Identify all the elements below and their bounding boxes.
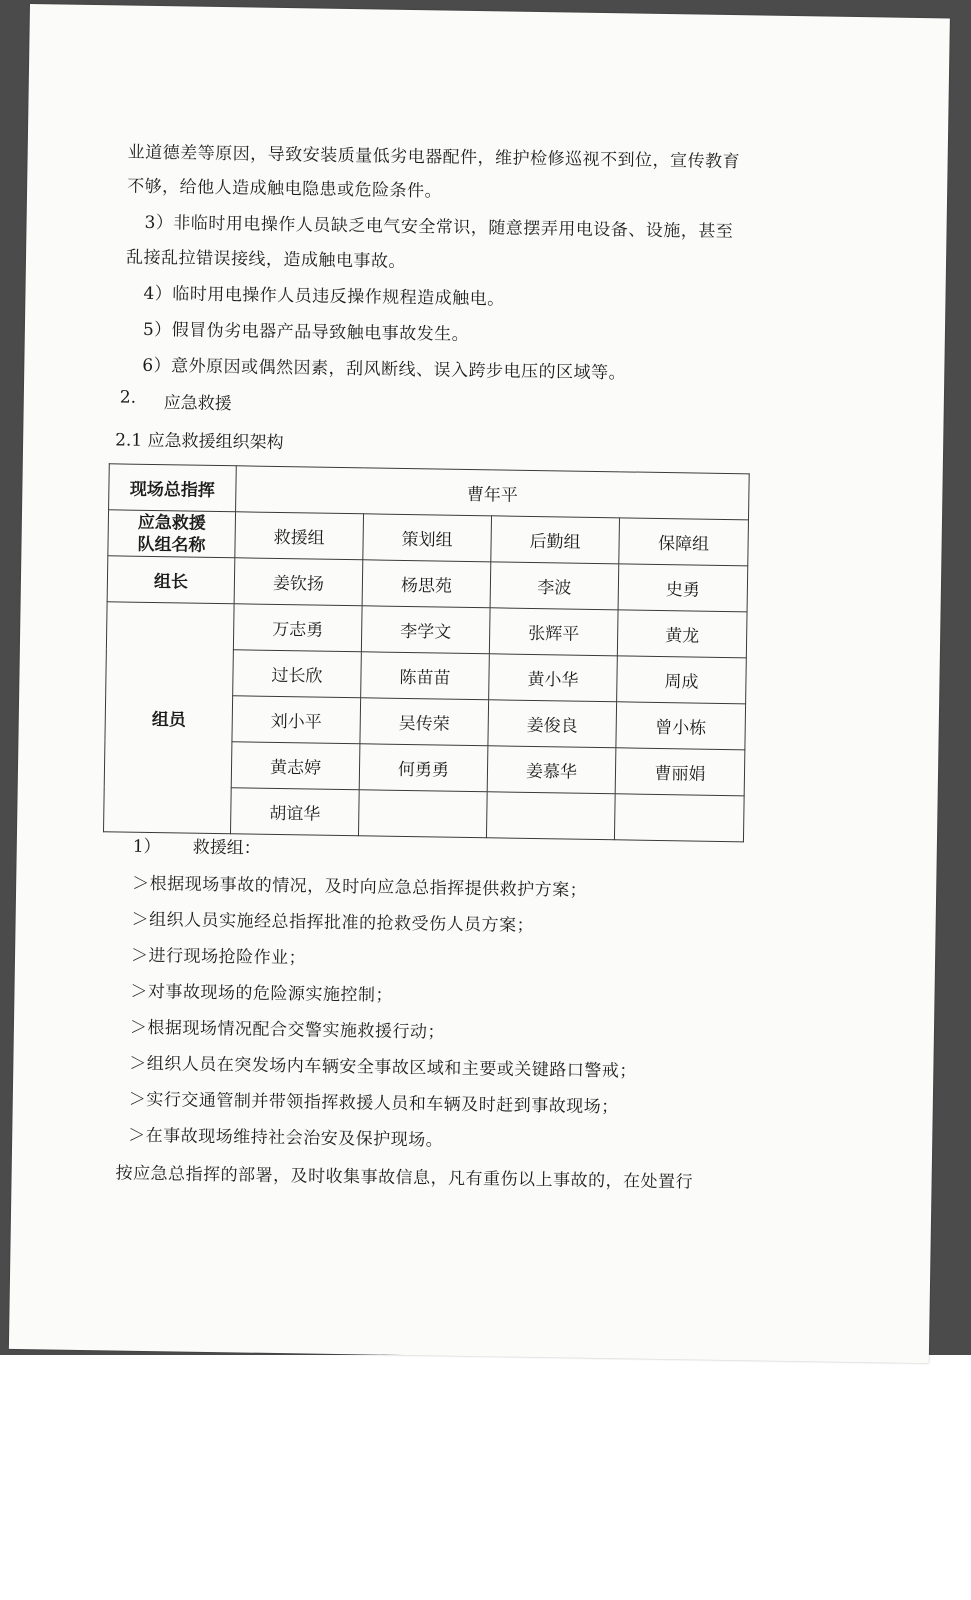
list-item: ＞组织人员在突发场内车辆安全事故区域和主要或关键路口警戒； <box>129 1053 637 1082</box>
document-page <box>9 4 950 1363</box>
team-name: 策划组 <box>363 514 492 562</box>
commander-label: 现场总指挥 <box>109 464 237 512</box>
member-name: 万志勇 <box>233 604 362 652</box>
member-name: 曹丽娟 <box>615 748 745 796</box>
team-name-label-line: 队组名称 <box>137 534 206 556</box>
member-name: 过长欣 <box>233 650 362 698</box>
member-name <box>358 790 487 838</box>
section-title: 应急救援 <box>163 393 232 415</box>
member-name: 胡谊华 <box>230 788 359 836</box>
team-name: 保障组 <box>619 518 749 566</box>
member-name: 姜慕华 <box>487 746 616 794</box>
team-name: 后勤组 <box>491 516 620 564</box>
rescue-group-number: 1） <box>132 836 161 858</box>
list-item: ＞进行现场抢险作业； <box>130 945 307 969</box>
list-item: ＞实行交通管制并带领指挥救援人员和车辆及时赶到事故现场； <box>128 1089 619 1118</box>
team-name: 救援组 <box>235 512 364 560</box>
leader-name: 李波 <box>490 562 619 610</box>
section-number: 2. <box>119 387 137 408</box>
member-name: 陈苗苗 <box>361 652 490 700</box>
member-name: 周成 <box>617 656 747 704</box>
rescue-group-title: 救援组： <box>192 837 261 859</box>
member-name: 刘小平 <box>232 696 361 744</box>
leader-label: 组长 <box>107 556 235 604</box>
paragraph-line: 业道德差等原因，导致安装质量低劣电器配件，维护检修巡视不到位，宣传教育 <box>127 142 741 173</box>
list-item: ＞对事故现场的危险源实施控制； <box>130 981 394 1006</box>
members-label: 组员 <box>104 602 235 834</box>
leader-name: 杨思苑 <box>362 560 491 608</box>
member-name: 曾小栋 <box>616 702 746 750</box>
member-name: 黄志婷 <box>231 742 360 790</box>
paragraph-line: 3）非临时用电操作人员缺乏电气安全常识，随意摆弄用电设备、设施，甚至 <box>144 212 734 243</box>
list-item: ＞根据现场事故的情况，及时向应急总指挥提供救护方案； <box>132 873 588 901</box>
member-name <box>614 794 744 842</box>
member-name: 黄小华 <box>489 654 618 702</box>
subsection-title: 2.1 应急救援组织架构 <box>114 430 284 454</box>
list-item: ＞根据现场情况配合交警实施救援行动； <box>129 1017 446 1043</box>
member-name: 吴传荣 <box>360 698 489 746</box>
list-item: ＞在事故现场维持社会治安及保护现场。 <box>128 1125 444 1151</box>
paragraph-line: 5）假冒伪劣电器产品导致触电事故发生。 <box>142 319 470 345</box>
member-name: 李学文 <box>361 606 490 654</box>
member-name: 张辉平 <box>489 608 618 656</box>
list-item: ＞组织人员实施经总指挥批准的抢救受伤人员方案； <box>131 909 535 937</box>
commander-name: 曹年平 <box>236 466 750 520</box>
paragraph-line: 按应急总指挥的部署，及时收集事故信息，凡有重伤以上事故的，在处置行 <box>115 1163 694 1193</box>
paragraph-line: 乱接乱拉错误接线，造成触电事故。 <box>125 247 407 272</box>
member-name: 何勇勇 <box>359 744 488 792</box>
paragraph-line: 4）临时用电操作人员违反操作规程造成触电。 <box>143 283 505 310</box>
member-name: 黄龙 <box>617 610 747 658</box>
table-row <box>106 602 747 658</box>
paragraph-line: 不够，给他人造成触电隐患或危险条件。 <box>126 176 443 202</box>
leader-name: 史勇 <box>618 564 748 612</box>
team-name-label <box>108 510 236 558</box>
leader-name: 姜钦扬 <box>234 558 363 606</box>
member-name <box>486 792 615 840</box>
paragraph-line: 6）意外原因或偶然因素，刮风断线、误入跨步电压的区域等。 <box>142 355 627 384</box>
member-name: 姜俊良 <box>488 700 617 748</box>
team-name-label-line: 应急救援 <box>137 512 207 534</box>
org-chart-table <box>103 463 750 842</box>
